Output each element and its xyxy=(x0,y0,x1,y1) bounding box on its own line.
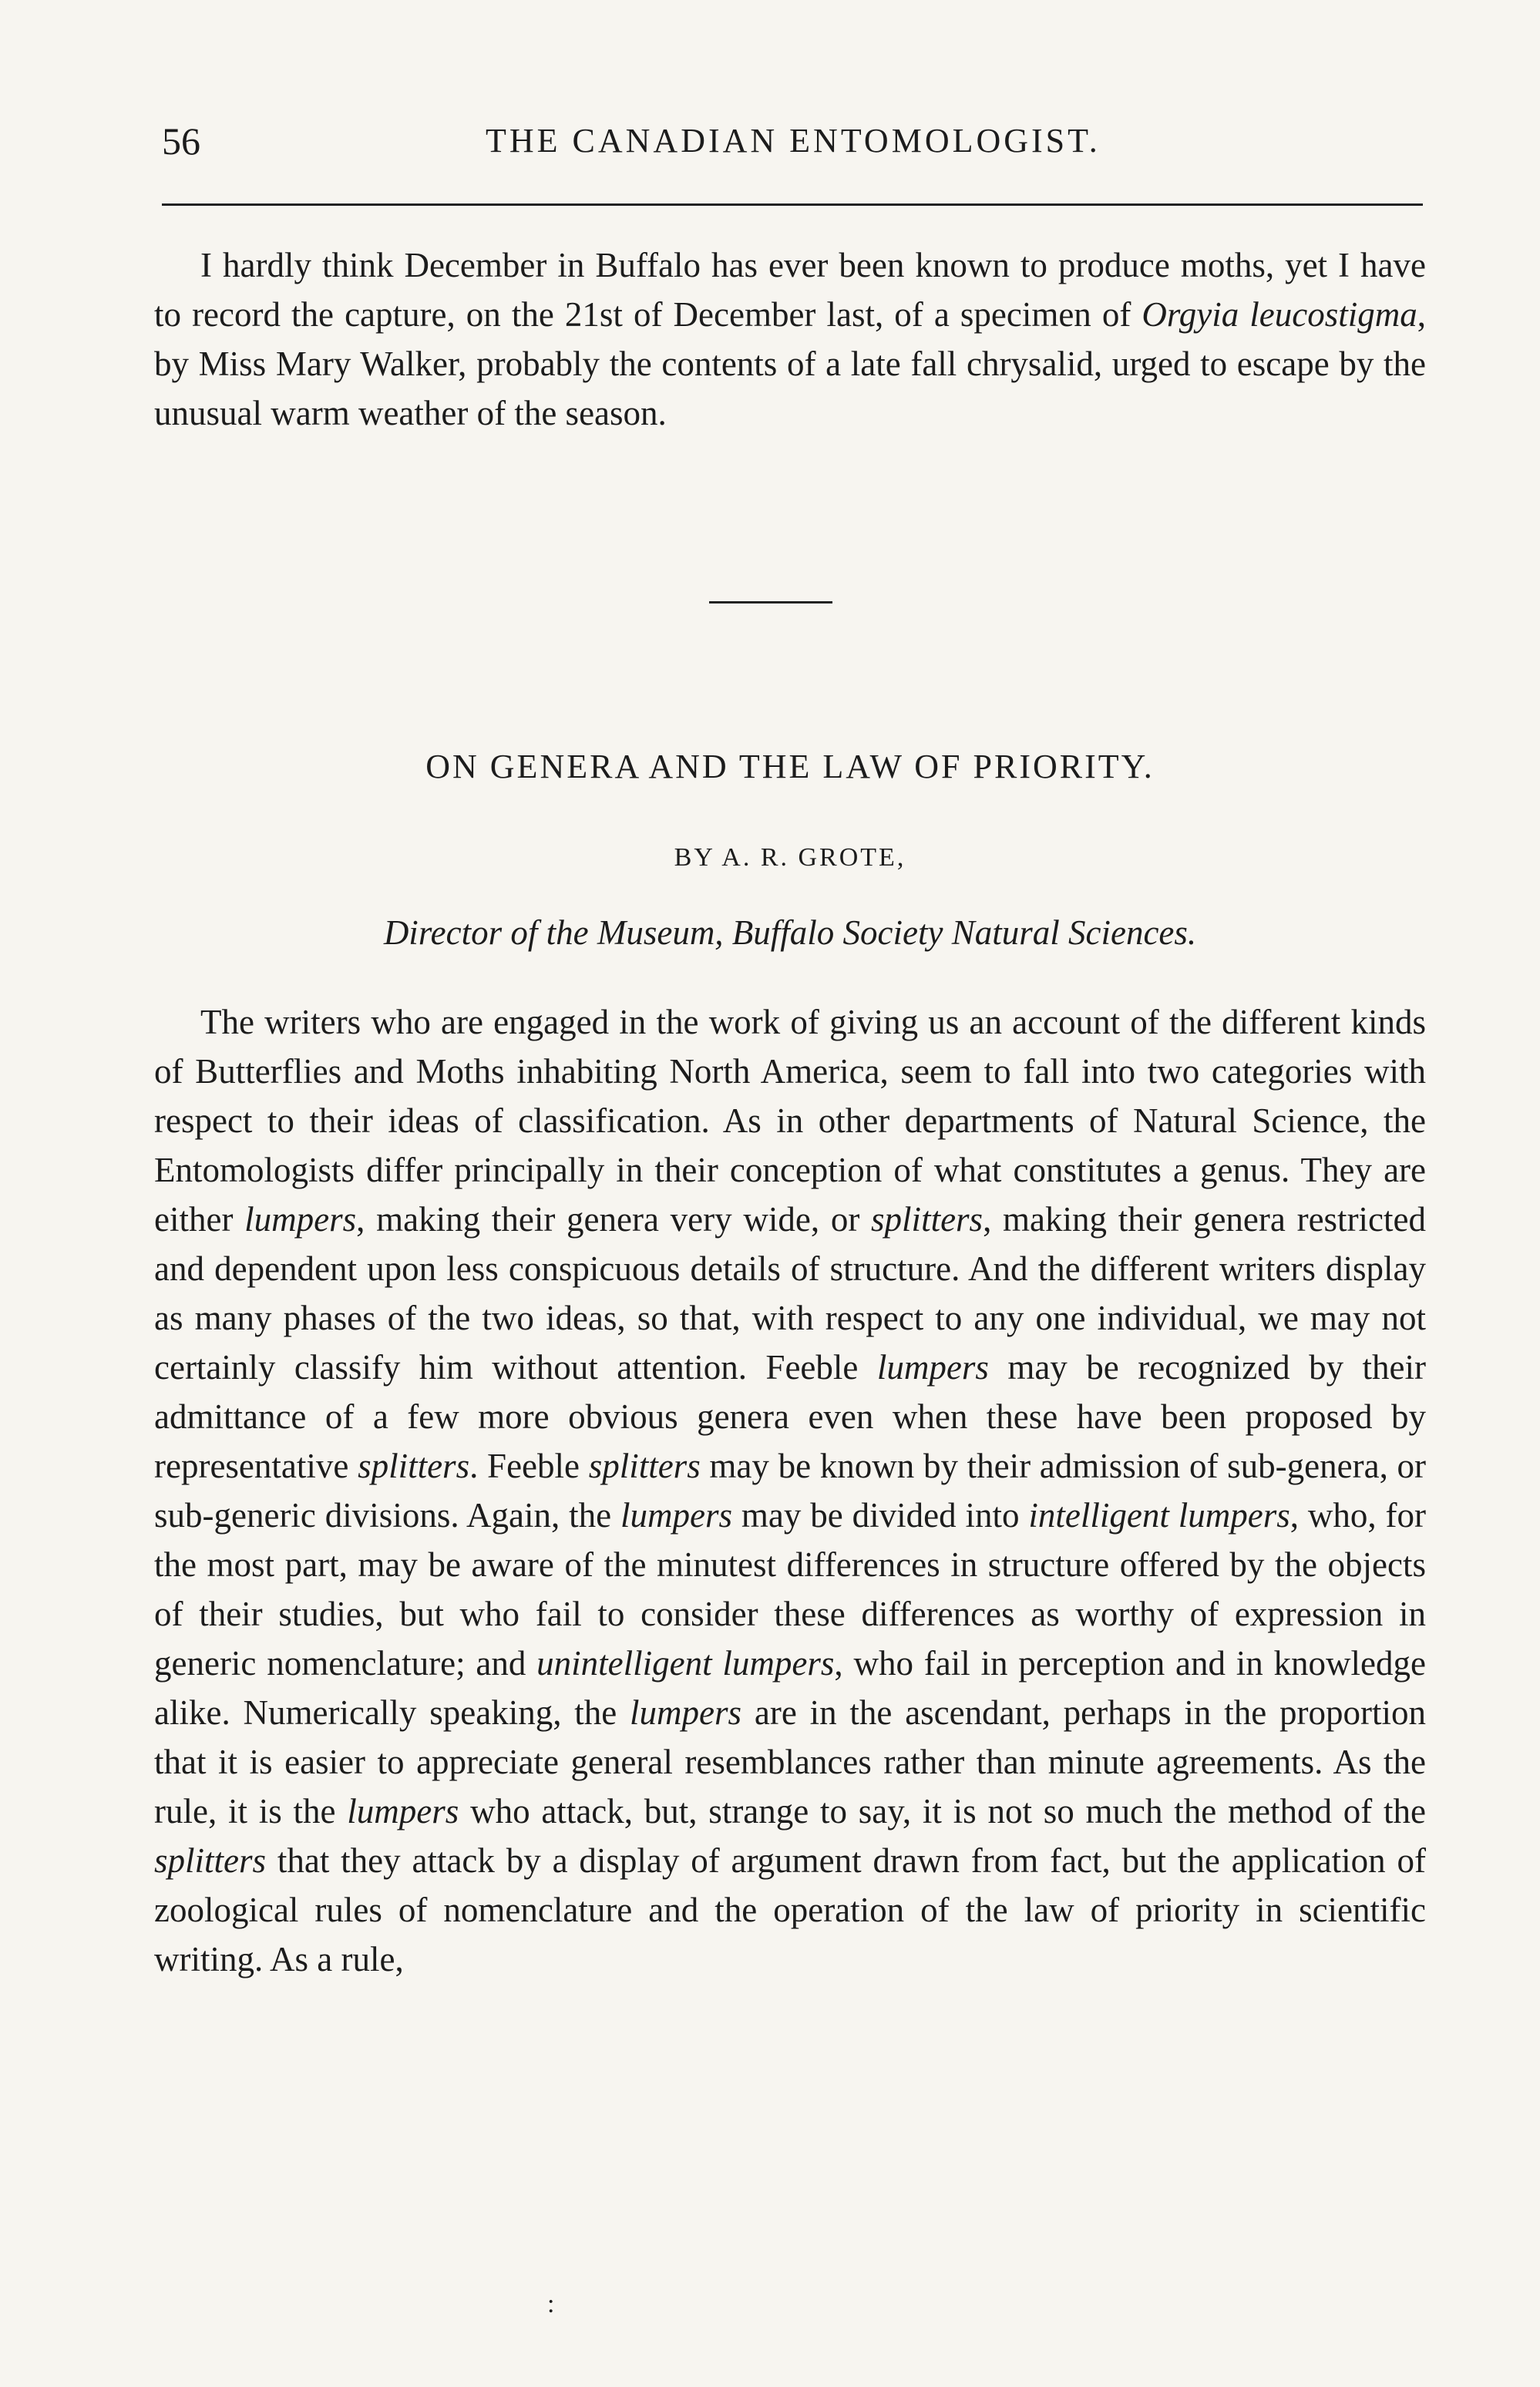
species-name: Orgyia leucostigma xyxy=(1142,295,1417,334)
text-run: , by Miss Mary Walker, probably the contents of a late fall chrysalid, urged to escape by the unusual warm weather of the season. xyxy=(154,295,1426,432)
italic-term: lumpers xyxy=(347,1792,459,1831)
italic-term: unintelligent lumpers xyxy=(536,1644,835,1683)
italic-term: splitters xyxy=(871,1200,984,1239)
text-run: may be recognized by their admittance of a few more obvious genera even when these have been proposed by representative xyxy=(154,1348,1426,1485)
page-number: 56 xyxy=(162,119,200,163)
journal-title: THE CANADIAN ENTOMOLOGIST. xyxy=(486,122,1101,160)
section-divider xyxy=(709,601,832,603)
italic-term: lumpers xyxy=(244,1200,357,1239)
text-run: . Feeble xyxy=(469,1447,589,1485)
italic-term: lumpers xyxy=(630,1693,742,1732)
italic-term: splitters xyxy=(154,1841,267,1880)
text-run: may be divided into xyxy=(731,1496,1029,1535)
author-affiliation: Director of the Museum, Buffalo Society Natural Sciences. xyxy=(383,913,1197,952)
text-run: I hardly think December in Buffalo has ever been known to produce moths, yet I have to record the capture, on the 21st of December last, of a specimen of xyxy=(154,246,1426,334)
text-run: that they attack by a display of argument drawn from fact, but the application of zoological rules of nomenclature and the operation of the law of priority in scientific writing. As a rule, xyxy=(154,1841,1426,1979)
italic-term: splitters xyxy=(588,1447,701,1485)
note-block xyxy=(154,240,1426,438)
article-body xyxy=(154,997,1426,1984)
text-run: are in the ascendant, perhaps in the proportion that it is easier to appreciate general resemblances rather than minute agreements. As the rule, it is the xyxy=(154,1693,1426,1831)
text-run: , who, for the most part, may be aware of the minutest differences in structure offered by the objects of their studies, but who fail to consider these differences as worthy of expression in generic nomenclature; and xyxy=(154,1496,1427,1683)
body-paragraph xyxy=(154,997,1426,1984)
text-run: who attack, but, strange to say, it is not so much the method of the xyxy=(459,1792,1426,1831)
note-paragraph xyxy=(154,240,1426,438)
header-rule xyxy=(162,203,1423,206)
italic-term: lumpers xyxy=(620,1496,732,1535)
text-run: , who fail in perception and in knowledge alike. Numerically speaking, the xyxy=(154,1644,1426,1732)
text-run: may be known by their admission of sub-genera, or sub-generic divisions. Again, the xyxy=(154,1447,1427,1535)
signature-mark: : xyxy=(547,2290,555,2318)
article-title: ON GENERA AND THE LAW OF PRIORITY. xyxy=(425,748,1155,785)
italic-term: lumpers xyxy=(876,1348,989,1387)
italic-term: splitters xyxy=(358,1447,470,1485)
italic-term: intelligent lumpers xyxy=(1028,1496,1290,1535)
text-run: , making their genera very wide, or xyxy=(356,1200,872,1239)
running-header xyxy=(162,114,1426,176)
text-run: The writers who are engaged in the work of giving us an account of the different kinds of Butterflies and Moths inhabiting North America, seem to fall into two categories with respect to their ideas of classification. As in other departments of Natural Science, the Entomologists differ principally in their conception of what constitutes a genus. They are either xyxy=(154,1003,1426,1239)
article-byline: BY A. R. GROTE, xyxy=(674,843,906,872)
text-run: , making their genera restricted and dependent upon less conspicuous details of structure. And the different writers display as many phases of the two ideas, so that, with respect to any one individual, we may not certainly classify him without attention. Feeble xyxy=(154,1200,1427,1387)
